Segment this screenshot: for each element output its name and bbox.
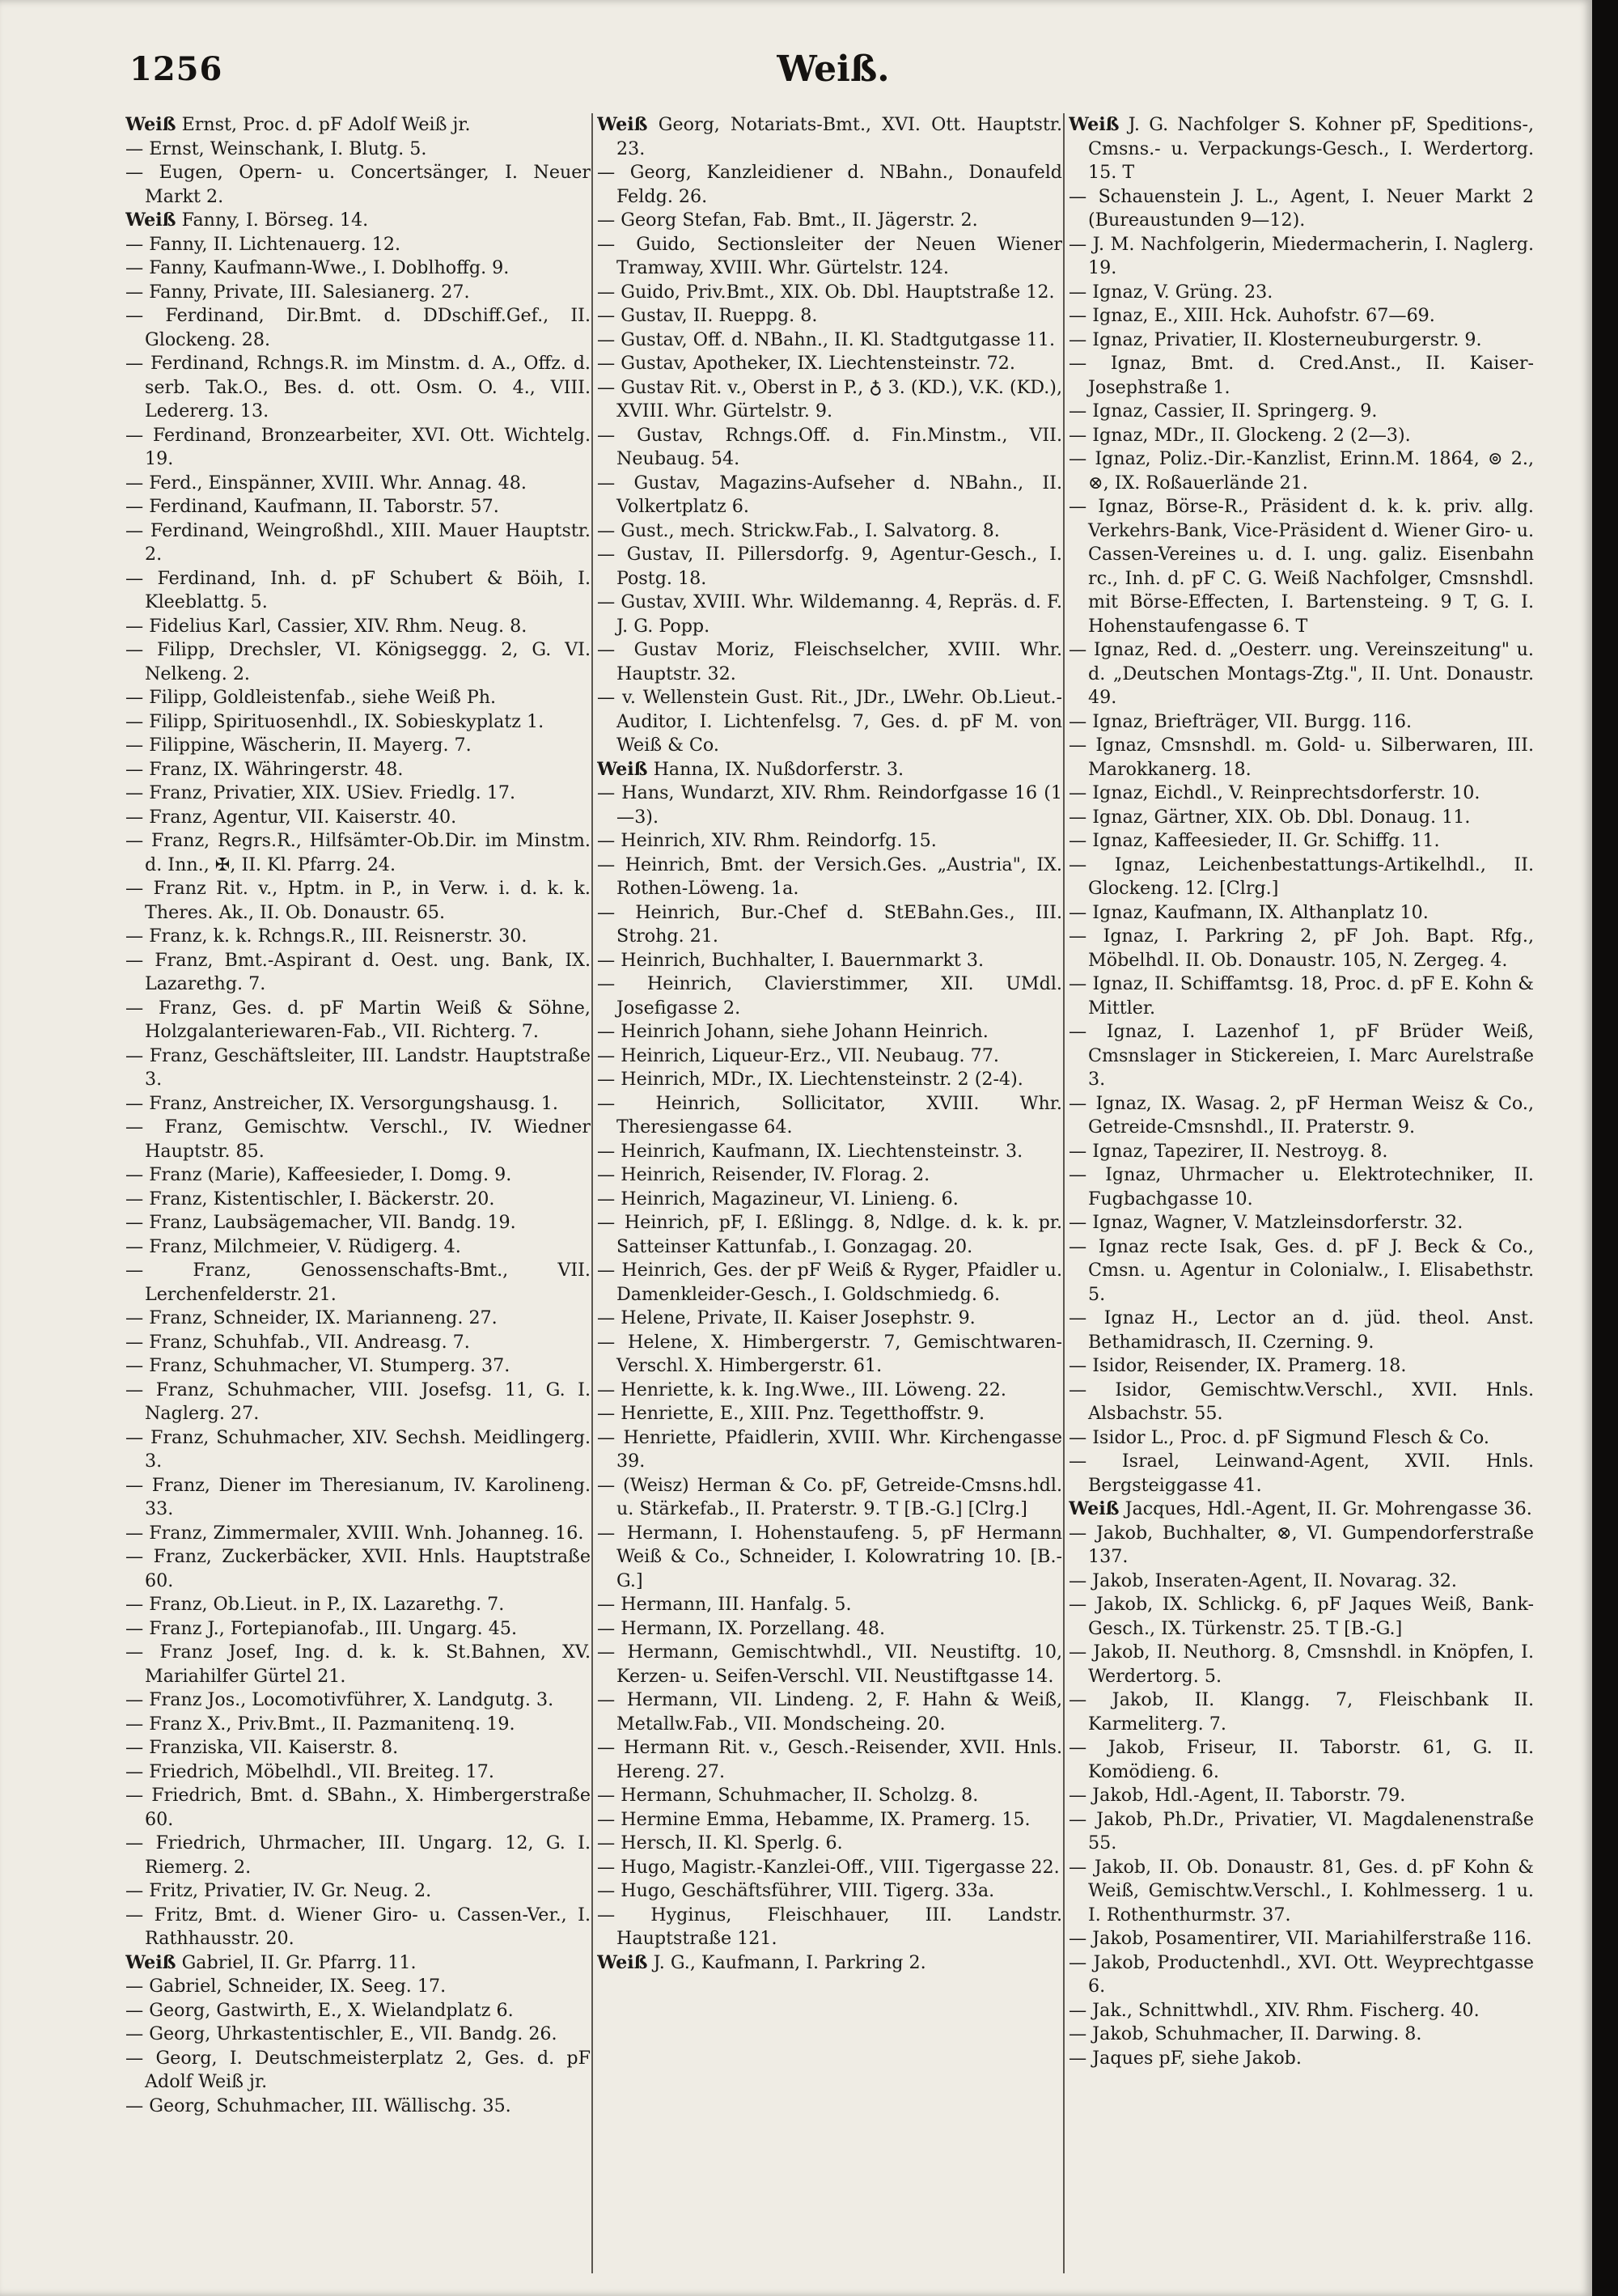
directory-entry: — Filipp, Drechsler, VI. Königseggg. 2, G. VI. Nelkeng. 2.	[125, 639, 591, 684]
directory-entry: — Ignaz, Poliz.-Dir.-Kanzlist, Erinn.M. 1864, ⊚ 2., ⊗, IX. Roßauerlände 21.	[1069, 448, 1534, 494]
directory-entry: — Heinrich, Kaufmann, IX. Liechtensteinstr. 3.	[597, 1140, 1023, 1162]
directory-entry: — Franz X., Priv.Bmt., II. Pazmanitenq. 19.	[125, 1713, 515, 1735]
directory-entry: — Franz, Geschäftsleiter, III. Landstr. Hauptstraße 3.	[125, 1044, 591, 1090]
directory-entry: — Hermann Rit. v., Gesch.-Reisender, XVII. Hnls. Hereng. 27.	[597, 1737, 1062, 1782]
directory-entry: — Hersch, II. Kl. Sperlg. 6.	[597, 1832, 843, 1853]
directory-entry: — Ignaz recte Isak, Ges. d. pF J. Beck & Co., Cmsn. u. Agentur in Colonialw., I. Elisabethstr. 5.	[1069, 1235, 1534, 1305]
directory-entry: — Ignaz, E., XIII. Hck. Auhofstr. 67—69.	[1069, 305, 1435, 326]
directory-entry: Weiß Georg, Notariats-Bmt., XVI. Ott. Hauptstr. 23.	[597, 114, 1062, 159]
directory-entry: — Hyginus, Fleischhauer, III. Landstr. Hauptstraße 121.	[597, 1904, 1062, 1949]
directory-entry: — Ignaz, Cassier, II. Springerg. 9.	[1069, 400, 1378, 421]
directory-entry: — Franziska, VII. Kaiserstr. 8.	[125, 1737, 399, 1758]
directory-entry: — Fritz, Privatier, IV. Gr. Neug. 2.	[125, 1880, 432, 1901]
directory-entry: — Franz, Zuckerbäcker, XVII. Hnls. Hauptstraße 60.	[125, 1546, 591, 1591]
directory-entry: — Franz, Laubsägemacher, VII. Bandg. 19.	[125, 1212, 516, 1233]
directory-entry: — Jakob, Buchhalter, ⊗, VI. Gumpendorferstraße 137.	[1069, 1522, 1534, 1567]
directory-entry: — Jaques pF, siehe Jakob.	[1069, 2047, 1302, 2069]
directory-entry: — Ferdinand, Dir.Bmt. d. DDschiff.Gef., II. Glockeng. 28.	[125, 305, 591, 350]
directory-entry: — Friedrich, Bmt. d. SBahn., X. Himbergerstraße 60.	[125, 1785, 591, 1830]
directory-entry: — Gustav, Off. d. NBahn., II. Kl. Stadtgutgasse 11.	[597, 328, 1056, 350]
directory-entry: — Jak., Schnittwhdl., XIV. Rhm. Fischerg. 40.	[1069, 1999, 1480, 2021]
directory-entry: — Franz, Milchmeier, V. Rüdigerg. 4.	[125, 1235, 461, 1257]
directory-entry: — Fanny, Private, III. Salesianerg. 27.	[125, 281, 470, 303]
directory-entry: — Heinrich, Liqueur-Erz., VII. Neubaug. 77.	[597, 1044, 999, 1066]
directory-entry: — Georg, Gastwirth, E., X. Wielandplatz 6.	[125, 1999, 514, 2021]
directory-entry: — Franz, Privatier, XIX. USiev. Friedlg. 17.	[125, 782, 516, 803]
directory-entry: — Eugen, Opern- u. Concertsänger, I. Neuer Markt 2.	[125, 162, 591, 207]
directory-entry: — Ferdinand, Rchngs.R. im Minstm. d. A., Offz. d. serb. Tak.O., Bes. d. ott. Osm. O. 4., VIII. Ledererg. 13.	[125, 353, 591, 421]
directory-entry: — Ignaz, Cmsnshdl. m. Gold- u. Silberwaren, III. Marokkanerg. 18.	[1069, 735, 1534, 780]
directory-entry: — Ignaz, Börse-R., Präsident d. k. k. priv. allg. Verkehrs-Bank, Vice-Präsident d. Wiener Giro- u. Cassen-Vereines u. d. I. ung. galiz. Eisenbahn rc., Inh. d. pF C. G. Weiß Nachfolger, Cmsnshdl. mit Börse-Effecten, I. Bartensteing. 9 T, G. I. Hohenstaufengasse 6. T	[1069, 496, 1534, 637]
directory-entry: — Gustav, II. Pillersdorfg. 9, Agentur-Gesch., I. Postg. 18.	[597, 544, 1062, 589]
directory-entry: — Gustav Moriz, Fleischselcher, XVIII. Whr. Hauptstr. 32.	[597, 639, 1062, 684]
directory-entry: — Isidor, Gemischtw.Verschl., XVII. Hnls. Alsbachstr. 55.	[1069, 1379, 1534, 1424]
directory-entry: — Gust., mech. Strickw.Fab., I. Salvatorg. 8.	[597, 519, 1000, 541]
directory-entry: Weiß J. G. Nachfolger S. Kohner pF, Speditions-, Cmsns.- u. Verpackungs-Gesch., I. Werdertorg. 15. T	[1069, 114, 1534, 183]
directory-entry: — Gustav, Magazins-Aufseher d. NBahn., II. Volkertplatz 6.	[597, 472, 1062, 517]
directory-entry: — Filippine, Wäscherin, II. Mayerg. 7.	[125, 735, 472, 756]
column-left	[125, 113, 591, 2281]
directory-entry: — Helene, X. Himbergerstr. 7, Gemischtwaren-Verschl. X. Himbergerstr. 61.	[597, 1331, 1062, 1376]
directory-entry: — Hermine Emma, Hebamme, IX. Pramerg. 15.	[597, 1808, 1031, 1830]
column-middle	[597, 113, 1062, 2281]
directory-entry: — Jakob, II. Klangg. 7, Fleischbank II. Karmeliterg. 7.	[1069, 1689, 1534, 1735]
directory-entry: Weiß Jacques, Hdl.-Agent, II. Gr. Mohrengasse 36.	[1069, 1498, 1532, 1519]
directory-entry: — Franz, Ob.Lieut. in P., IX. Lazarethg. 7.	[125, 1594, 505, 1615]
directory-entry: — Heinrich, Buchhalter, I. Bauernmarkt 3.	[597, 949, 985, 971]
directory-entry: — Franz, Zimmermaler, XVIII. Wnh. Johanneg. 16.	[125, 1522, 584, 1544]
column-divider	[1063, 113, 1065, 2273]
directory-entry: — Heinrich, MDr., IX. Liechtensteinstr. 2 (2-4).	[597, 1069, 1023, 1090]
directory-entry: — Hermann, III. Hanfalg. 5.	[597, 1594, 852, 1615]
directory-entry: — Franz, Schuhmacher, VI. Stumperg. 37.	[125, 1355, 510, 1376]
directory-entry: — Ferdinand, Bronzearbeiter, XVI. Ott. Wichtelg. 19.	[125, 424, 591, 469]
directory-entry: — Ignaz, I. Parkring 2, pF Joh. Bapt. Rfg., Möbelhdl. II. Ob. Donaustr. 105, N. Zergeg. 4.	[1069, 926, 1534, 971]
directory-entry: — Franz, Schneider, IX. Marianneng. 27.	[125, 1307, 498, 1328]
directory-entry: — Hermann, Gemischtwhdl., VII. Neustiftg. 10, Kerzen- u. Seifen-Verschl. VII. Neustiftgasse 14.	[597, 1642, 1062, 1687]
directory-entry: — Guido, Sectionsleiter der Neuen Wiener Tramway, XVIII. Whr. Gürtelstr. 124.	[597, 233, 1062, 278]
directory-entry: — Georg, Uhrkastentischler, E., VII. Bandg. 26.	[125, 2023, 557, 2044]
directory-entry: — Gustav, Apotheker, IX. Liechtensteinstr. 72.	[597, 353, 1015, 374]
directory-entry: — Jakob, Friseur, II. Taborstr. 61, G. II. Komödieng. 6.	[1069, 1737, 1534, 1782]
directory-entry: — Franz, Anstreicher, IX. Versorgungshausg. 1.	[125, 1092, 558, 1114]
directory-entry: — Hugo, Geschäftsführer, VIII. Tigerg. 33a.	[597, 1880, 995, 1901]
directory-entry: — Heinrich Johann, siehe Johann Heinrich.	[597, 1021, 989, 1042]
directory-entry: — Ignaz, I. Lazenhof 1, pF Brüder Weiß, Cmsnslager in Stickereien, I. Marc Aurelstraße 3.	[1069, 1021, 1534, 1090]
column-divider	[591, 113, 593, 2273]
directory-entry: — Ignaz, Wagner, V. Matzleinsdorferstr. 32.	[1069, 1212, 1463, 1233]
directory-entry: — Ignaz, IX. Wasag. 2, pF Herman Weisz & Co., Getreide-Cmsnshdl., II. Praterstr. 9.	[1069, 1092, 1534, 1137]
directory-entry: — Franz (Marie), Kaffeesieder, I. Domg. 9.	[125, 1164, 512, 1185]
directory-entry: — Georg, Schuhmacher, III. Wällischg. 35.	[125, 2095, 511, 2116]
directory-entry: — v. Wellenstein Gust. Rit., JDr., LWehr. Ob.Lieut.-Auditor, I. Lichtenfelsg. 7, Ges. d. pF M. von Weiß & Co.	[597, 687, 1062, 756]
directory-entry: — Gustav, XVIII. Whr. Wildemanng. 4, Repräs. d. F. J. G. Popp.	[597, 591, 1062, 637]
directory-entry: — Guido, Priv.Bmt., XIX. Ob. Dbl. Hauptstraße 12.	[597, 281, 1055, 303]
column-right	[1069, 113, 1534, 2281]
directory-entry: — Hermann, VII. Lindeng. 2, F. Hahn & Weiß, Metallw.Fab., VII. Mondscheing. 20.	[597, 1689, 1062, 1735]
directory-entry: — Heinrich, XIV. Rhm. Reindorfg. 15.	[597, 830, 937, 851]
directory-entry: — Heinrich, Sollicitator, XVIII. Whr. Theresiengasse 64.	[597, 1092, 1062, 1137]
directory-entry: — Helene, Private, II. Kaiser Josephstr. 9.	[597, 1307, 976, 1328]
directory-entry: — Heinrich, Clavierstimmer, XII. UMdl. Josefigasse 2.	[597, 973, 1062, 1019]
directory-entry: — Henriette, k. k. Ing.Wwe., III. Löweng. 22.	[597, 1379, 1006, 1400]
directory-entry: — (Weisz) Herman & Co. pF, Getreide-Cmsns.hdl. u. Stärkefab., II. Praterstr. 9. T [B.-G.] [Clrg.]	[597, 1474, 1062, 1519]
directory-entry: — Heinrich, Bur.-Chef d. StEBahn.Ges., III. Strohg. 21.	[597, 901, 1062, 947]
directory-entry: Weiß Fanny, I. Börseg. 14.	[125, 210, 369, 231]
directory-entry: — Gustav, Rchngs.Off. d. Fin.Minstm., VII. Neubaug. 54.	[597, 424, 1062, 469]
directory-entry: — Ignaz, Kaffeesieder, II. Gr. Schiffg. 11.	[1069, 830, 1440, 851]
directory-entry: — Franz, Diener im Theresianum, IV. Karolineng. 33.	[125, 1474, 591, 1519]
directory-entry: — Jakob, II. Ob. Donaustr. 81, Ges. d. pF Kohn & Weiß, Gemischtw.Verschl., I. Kohlmesserg. 1 u. I. Rothenthurmstr. 37.	[1069, 1856, 1534, 1925]
directory-entry: — Heinrich, Bmt. der Versich.Ges. „Austria", IX. Rothen-Löweng. 1a.	[597, 854, 1062, 899]
directory-entry: — Ignaz, Kaufmann, IX. Althanplatz 10.	[1069, 901, 1429, 923]
directory-entry: — Ernst, Weinschank, I. Blutg. 5.	[125, 138, 427, 159]
directory-entry: — Franz, Gemischtw. Verschl., IV. Wiedner Hauptstr. 85.	[125, 1116, 591, 1162]
directory-entry: — Georg, Kanzleidiener d. NBahn., Donaufeld Feldg. 26.	[597, 162, 1062, 207]
directory-entry: — Ignaz, II. Schiffamtsg. 18, Proc. d. pF E. Kohn & Mittler.	[1069, 973, 1534, 1019]
directory-entry: — Franz, Schuhmacher, XIV. Sechsh. Meidlingerg. 3.	[125, 1426, 591, 1472]
directory-entry: Weiß Hanna, IX. Nußdorferstr. 3.	[597, 758, 904, 780]
page-header	[129, 50, 1537, 99]
directory-entry: — Israel, Leinwand-Agent, XVII. Hnls. Bergsteiggasse 41.	[1069, 1451, 1534, 1496]
directory-entry: — Gustav, II. Rueppg. 8.	[597, 305, 818, 326]
directory-entry: — Gabriel, Schneider, IX. Seeg. 17.	[125, 1976, 447, 1997]
directory-entry: — Hans, Wundarzt, XIV. Rhm. Reindorfgasse 16 (1—3).	[597, 782, 1062, 828]
directory-entry: — Jakob, Productenhdl., XVI. Ott. Weyprechtgasse 6.	[1069, 1951, 1534, 1997]
directory-entry: — Ferd., Einspänner, XVIII. Whr. Annag. 48.	[125, 472, 527, 494]
directory-entry: — Jakob, Hdl.-Agent, II. Taborstr. 79.	[1069, 1785, 1406, 1806]
directory-entry: — Friedrich, Uhrmacher, III. Ungarg. 12, G. I. Riemerg. 2.	[125, 1832, 591, 1878]
directory-entry: — Franz, Bmt.-Aspirant d. Oest. ung. Bank, IX. Lazarethg. 7.	[125, 949, 591, 994]
directory-entry: — Franz, Regrs.R., Hilfsämter-Ob.Dir. im Minstm. d. Inn., ✠, II. Kl. Pfarrg. 24.	[125, 830, 591, 875]
directory-entry: — Jakob, Schuhmacher, II. Darwing. 8.	[1069, 2023, 1422, 2044]
directory-entry: — Filipp, Goldleistenfab., siehe Weiß Ph.	[125, 687, 497, 708]
directory-entry: — Ignaz, Briefträger, VII. Burgg. 116.	[1069, 710, 1412, 732]
directory-entry: — Franz, IX. Währingerstr. 48.	[125, 758, 404, 780]
directory-entry: — Franz, Schuhfab., VII. Andreasg. 7.	[125, 1331, 470, 1353]
directory-entry: — Heinrich, pF, I. Eßlingg. 8, Ndlge. d. k. k. pr. Satteinser Kattunfab., I. Gonzagag. 20.	[597, 1212, 1062, 1257]
directory-entry: — Ferdinand, Weingroßhdl., XIII. Mauer Hauptstr. 2.	[125, 519, 591, 565]
directory-entry: — Ignaz, Bmt. d. Cred.Anst., II. Kaiser-Josephstraße 1.	[1069, 353, 1534, 398]
directory-entry: — Ignaz, Red. d. „Oesterr. ung. Vereinszeitung" u. d. „Deutschen Montags-Ztg.", II. Unt. Donaustr. 49.	[1069, 639, 1534, 708]
directory-entry: — Ignaz, Eichdl., V. Reinprechtsdorferstr. 10.	[1069, 782, 1480, 803]
directory-entry: — Hermann, I. Hohenstaufeng. 5, pF Hermann Weiß & Co., Schneider, I. Kolowratring 10. [B.-G.]	[597, 1522, 1062, 1591]
directory-entry: — Fanny, Kaufmann-Wwe., I. Doblhoffg. 9.	[125, 257, 510, 278]
page-edge-shadow	[1592, 0, 1618, 2296]
directory-entry: — Ignaz, Leichenbestattungs-Artikelhdl., II. Glockeng. 12. [Clrg.]	[1069, 854, 1534, 899]
directory-entry: — Franz, Agentur, VII. Kaiserstr. 40.	[125, 806, 457, 828]
directory-entry: — Hugo, Magistr.-Kanzlei-Off., VIII. Tigergasse 22.	[597, 1856, 1060, 1878]
directory-entry: — Ferdinand, Kaufmann, II. Taborstr. 57.	[125, 496, 499, 517]
directory-entry: — Jakob, Ph.Dr., Privatier, VI. Magdalenenstraße 55.	[1069, 1808, 1534, 1853]
directory-entry: — Franz, Schuhmacher, VIII. Josefsg. 11, G. I. Naglerg. 27.	[125, 1379, 591, 1424]
directory-entry: — Ignaz, Privatier, II. Klosterneuburgerstr. 9.	[1069, 328, 1482, 350]
directory-entry: — Jakob, Inseraten-Agent, II. Novarag. 32.	[1069, 1569, 1457, 1591]
directory-entry: — Isidor, Reisender, IX. Pramerg. 18.	[1069, 1355, 1407, 1376]
directory-entry: — Fidelius Karl, Cassier, XIV. Rhm. Neug. 8.	[125, 615, 527, 637]
directory-entry: — Franz, Genossenschafts-Bmt., VII. Lerchenfelderstr. 21.	[125, 1260, 591, 1305]
page-number: 1256	[129, 50, 223, 88]
directory-entry: — Heinrich, Reisender, IV. Florag. 2.	[597, 1164, 930, 1185]
directory-entry: — Ignaz, Uhrmacher u. Elektrotechniker, II. Fugbachgasse 10.	[1069, 1164, 1534, 1209]
directory-entry: — Isidor L., Proc. d. pF Sigmund Flesch & Co.	[1069, 1426, 1489, 1448]
directory-entry: — Henriette, Pfaidlerin, XVIII. Whr. Kirchengasse 39.	[597, 1426, 1062, 1472]
directory-entry: — Jakob, IX. Schlickg. 6, pF Jaques Weiß, Bank-Gesch., IX. Türkenstr. 25. T [B.-G.]	[1069, 1594, 1534, 1639]
directory-entry: — Filipp, Spirituosenhdl., IX. Sobieskyplatz 1.	[125, 710, 544, 732]
directory-entry: — Jakob, Posamentirer, VII. Mariahilferstraße 116.	[1069, 1928, 1532, 1949]
directory-entry: — Ignaz, MDr., II. Glockeng. 2 (2—3).	[1069, 424, 1411, 446]
directory-entry: Weiß J. G., Kaufmann, I. Parkring 2.	[597, 1951, 926, 1973]
directory-entry: — Georg Stefan, Fab. Bmt., II. Jägerstr. 2.	[597, 210, 978, 231]
directory-entry: — J. M. Nachfolgerin, Miedermacherin, I. Naglerg. 19.	[1069, 233, 1534, 278]
directory-entry: — Hermann, Schuhmacher, II. Scholzg. 8.	[597, 1785, 979, 1806]
directory-entry: — Fritz, Bmt. d. Wiener Giro- u. Cassen-Ver., I. Rathhausstr. 20.	[125, 1904, 591, 1949]
directory-entry: — Friedrich, Möbelhdl., VII. Breiteg. 17.	[125, 1760, 494, 1782]
directory-entry: — Jakob, II. Neuthorg. 8, Cmsnshdl. in Knöpfen, I. Werdertorg. 5.	[1069, 1642, 1534, 1687]
directory-entry: — Hermann, IX. Porzellang. 48.	[597, 1617, 886, 1639]
directory-entry: — Henriette, E., XIII. Pnz. Tegetthoffstr. 9.	[597, 1403, 985, 1424]
directory-entry: — Franz Rit. v., Hptm. in P., in Verw. i. d. k. k. Theres. Ak., II. Ob. Donaustr. 65.	[125, 878, 591, 923]
directory-entry: — Gustav Rit. v., Oberst in P., ♁ 3. (KD.), V.K. (KD.), XVIII. Whr. Gürtelstr. 9.	[597, 376, 1062, 421]
directory-entry: Weiß Ernst, Proc. d. pF Adolf Weiß jr.	[125, 114, 471, 135]
directory-entry: — Franz, Kistentischler, I. Bäckerstr. 20.	[125, 1188, 495, 1209]
directory-entry: — Ignaz, Gärtner, XIX. Ob. Dbl. Donaug. 11.	[1069, 806, 1471, 828]
directory-entry: — Ignaz, V. Grüng. 23.	[1069, 281, 1273, 303]
directory-entry: — Ignaz H., Lector an d. jüd. theol. Anst. Bethamidrasch, II. Czerning. 9.	[1069, 1307, 1534, 1353]
directory-entry: — Franz Jos., Locomotivführer, X. Landgutg. 3.	[125, 1689, 554, 1710]
directory-entry: — Heinrich, Magazineur, VI. Linieng. 6.	[597, 1188, 959, 1209]
directory-entry: Weiß Gabriel, II. Gr. Pfarrg. 11.	[125, 1951, 417, 1973]
running-head: Weiß.	[777, 49, 890, 90]
directory-entry: — Franz J., Fortepianofab., III. Ungarg. 45.	[125, 1617, 518, 1639]
directory-entry: — Ignaz, Tapezirer, II. Nestroyg. 8.	[1069, 1140, 1388, 1162]
directory-entry: — Heinrich, Ges. der pF Weiß & Ryger, Pfaidler u. Damenkleider-Gesch., I. Goldschmiedg. 6.	[597, 1260, 1062, 1305]
directory-entry: — Georg, I. Deutschmeisterplatz 2, Ges. d. pF Adolf Weiß jr.	[125, 2047, 591, 2092]
directory-entry: — Fanny, II. Lichtenauerg. 12.	[125, 233, 400, 255]
directory-entry: — Franz, Ges. d. pF Martin Weiß & Söhne, Holzgalanteriewaren-Fab., VII. Richterg. 7.	[125, 997, 591, 1042]
directory-entry: — Franz, k. k. Rchngs.R., III. Reisnerstr. 30.	[125, 926, 527, 947]
directory-entry: — Franz Josef, Ing. d. k. k. St.Bahnen, XV. Mariahilfer Gürtel 21.	[125, 1642, 591, 1687]
directory-entry: — Ferdinand, Inh. d. pF Schubert & Böih, I. Kleeblattg. 5.	[125, 567, 591, 612]
directory-entry: — Schauenstein J. L., Agent, I. Neuer Markt 2 (Bureaustunden 9—12).	[1069, 185, 1534, 231]
